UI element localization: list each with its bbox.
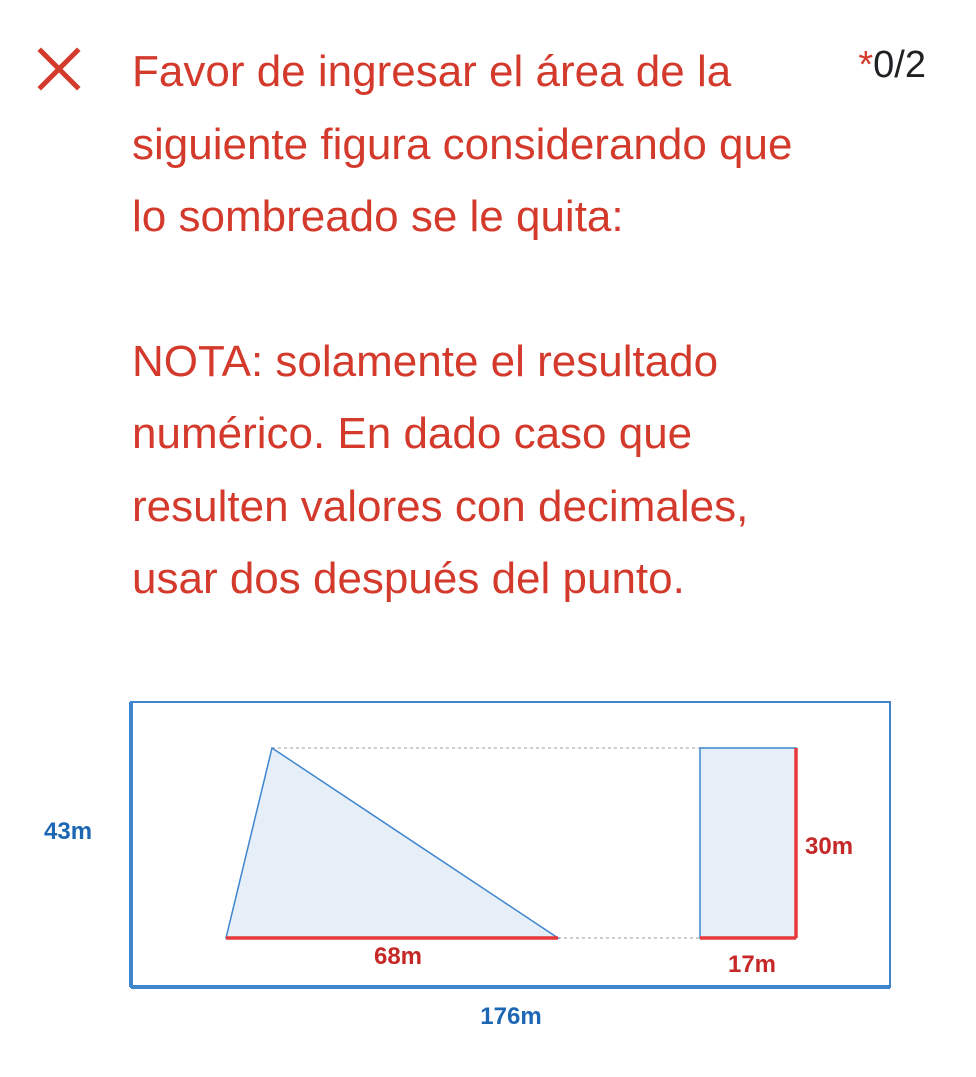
rect-height-label: 30m (805, 833, 854, 860)
question-text (132, 36, 822, 616)
triangle-base-label: 68m (373, 943, 423, 970)
question-note: NOTA: solamente el resultado numérico. En dado caso que resulten valores con decimales, usar dos después del punto. (132, 336, 749, 603)
paragraph-spacer (132, 254, 822, 326)
question-prompt: Favor de ingresar el área de la siguiente figura considerando que lo sombreado se le quita: (132, 47, 793, 241)
figure-drawing (0, 680, 976, 1060)
width-label: 176m (480, 1003, 542, 1030)
height-label: 43m (44, 818, 93, 845)
score-value: 0/2 (873, 44, 926, 86)
required-marker: * (858, 44, 874, 86)
score-badge (858, 44, 926, 87)
area-figure (0, 680, 976, 1060)
x-icon (36, 46, 82, 92)
shaded-triangle (226, 748, 558, 938)
shaded-rectangle (700, 748, 796, 938)
rect-width-label: 17m (727, 951, 777, 978)
